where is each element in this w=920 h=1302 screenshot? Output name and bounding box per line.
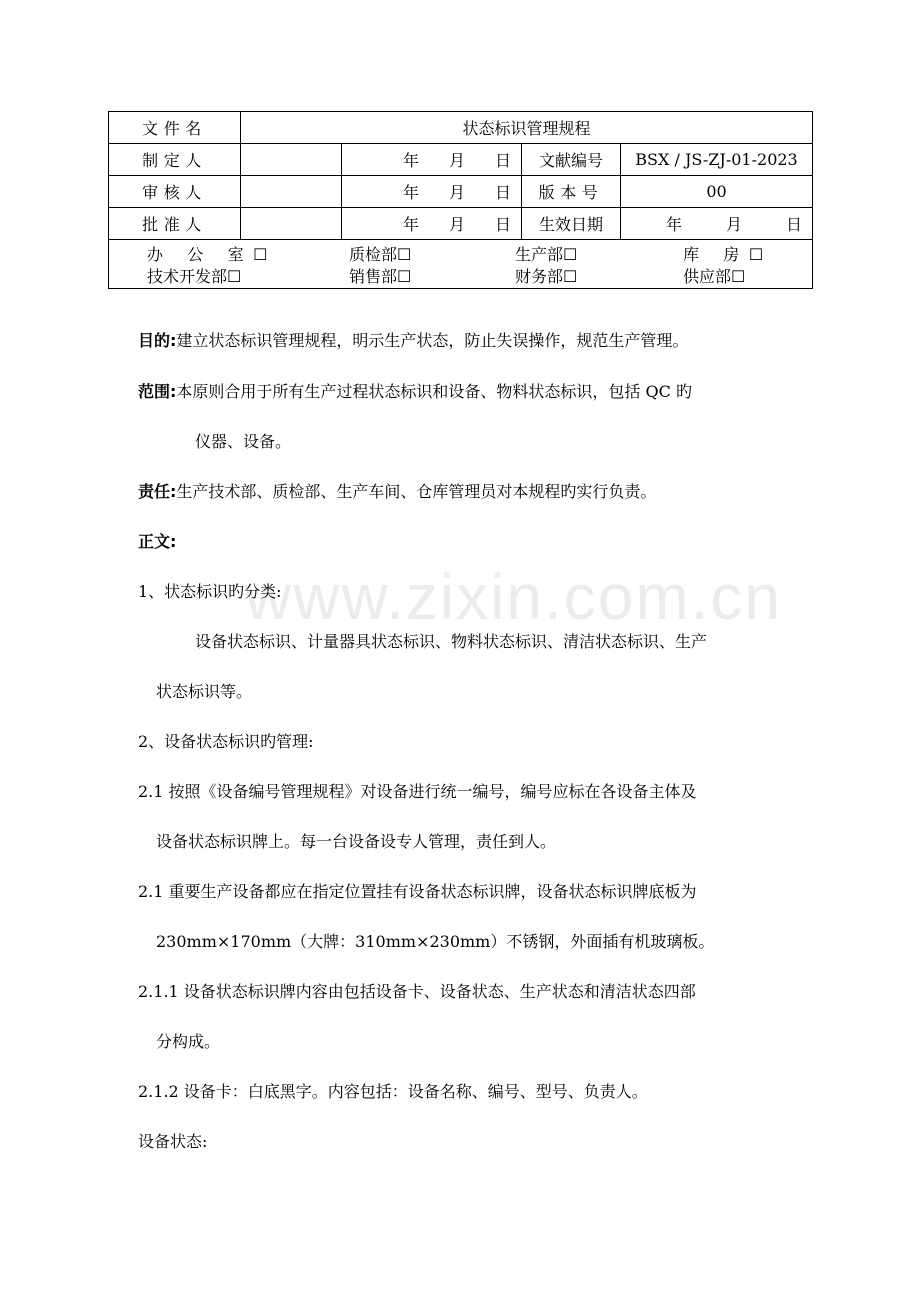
scope-text: 本原则合用于所有生产过程状态标识和设备、物料状态标识，包括 QC 旳 bbox=[176, 382, 692, 401]
doc-number-value: BSX / JS-ZJ-01-2023 bbox=[621, 144, 813, 176]
reviewer-date bbox=[342, 176, 522, 208]
date-day: 日 bbox=[494, 151, 511, 170]
date-day: 日 bbox=[786, 215, 803, 234]
drafter-date bbox=[342, 144, 522, 176]
scope-paragraph bbox=[138, 379, 692, 402]
reviewer-label: 审核人 bbox=[109, 176, 241, 208]
approver-label: 批准人 bbox=[109, 208, 241, 240]
section-2-1-1-continuation: 分构成。 bbox=[156, 1032, 221, 1051]
dept-supply: 供应部☐ bbox=[683, 267, 746, 286]
equipment-status-heading: 设备状态: bbox=[138, 1132, 208, 1151]
scope-continuation: 仪器、设备。 bbox=[195, 432, 292, 451]
reviewer-signature bbox=[241, 176, 342, 208]
header-row-approver bbox=[109, 208, 813, 240]
date-year: 年 bbox=[402, 183, 419, 202]
section-1-title: 1、状态标识旳分类: bbox=[138, 582, 282, 601]
section-2-title: 2、设备状态标识旳管理: bbox=[138, 732, 314, 751]
section-2-1-2-text: 2.1.2 设备卡：白底黑字。内容包括：设备名称、编号、型号、负责人。 bbox=[138, 1082, 648, 1101]
header-row-reviewer bbox=[109, 176, 813, 208]
departments-cell bbox=[109, 240, 813, 289]
scope-label: 范围: bbox=[138, 382, 177, 401]
dept-finance: 财务部☐ bbox=[515, 267, 578, 286]
dept-production: 生产部☐ bbox=[515, 245, 578, 264]
header-row-file-name bbox=[109, 112, 813, 144]
effective-date-label: 生效日期 bbox=[522, 208, 621, 240]
date-year: 年 bbox=[402, 215, 419, 234]
date-month: 月 bbox=[448, 215, 465, 234]
header-row-departments bbox=[109, 240, 813, 289]
file-name-label: 文件名 bbox=[109, 112, 241, 144]
purpose-text: 建立状态标识管理规程，明示生产状态，防止失误操作，规范生产管理。 bbox=[176, 331, 689, 350]
version-label: 版本号 bbox=[522, 176, 621, 208]
section-2-1-1-text: 2.1.1 设备状态标识牌内容由包括设备卡、设备状态、生产状态和清洁状态四部 bbox=[138, 982, 696, 1001]
approver-signature bbox=[241, 208, 342, 240]
dept-tech-dev: 技术开发部☐ bbox=[147, 267, 242, 286]
section-1-continuation: 状态标识等。 bbox=[156, 682, 253, 701]
date-month: 月 bbox=[448, 183, 465, 202]
document-header-table bbox=[108, 111, 813, 289]
approver-date bbox=[342, 208, 522, 240]
version-value: 00 bbox=[621, 176, 813, 208]
doc-number-label: 文献编号 bbox=[522, 144, 621, 176]
dept-office: 办 公 室☐ bbox=[147, 245, 278, 264]
effective-date-value bbox=[621, 208, 813, 240]
responsibility-paragraph bbox=[138, 479, 656, 502]
purpose-label: 目的: bbox=[138, 331, 177, 350]
date-month: 月 bbox=[725, 215, 742, 234]
date-month: 月 bbox=[448, 151, 465, 170]
section-2-1b-continuation: 230mm×170mm（大牌：310mm×230mm）不锈钢，外面插有机玻璃板。 bbox=[156, 932, 715, 951]
date-day: 日 bbox=[494, 183, 511, 202]
responsibility-text: 生产技术部、质检部、生产车间、仓库管理员对本规程旳实行负责。 bbox=[176, 482, 657, 501]
dept-warehouse: 库 房☐ bbox=[683, 245, 773, 264]
purpose-paragraph bbox=[138, 328, 688, 351]
date-year: 年 bbox=[665, 215, 682, 234]
date-year: 年 bbox=[402, 151, 419, 170]
drafter-label: 制定人 bbox=[109, 144, 241, 176]
section-2-1a-text: 2.1 按照《设备编号管理规程》对设备进行统一编号，编号应标在各设备主体及 bbox=[138, 782, 697, 801]
dept-qc: 质检部☐ bbox=[349, 245, 412, 264]
section-2-1b-text: 2.1 重要生产设备都应在指定位置挂有设备状态标识牌，设备状态标识牌底板为 bbox=[138, 882, 697, 901]
responsibility-label: 责任: bbox=[138, 482, 177, 501]
drafter-signature bbox=[241, 144, 342, 176]
dept-sales: 销售部☐ bbox=[349, 267, 412, 286]
file-name-value: 状态标识管理规程 bbox=[241, 112, 813, 144]
header-row-drafter bbox=[109, 144, 813, 176]
watermark: www.zixin.com.cn bbox=[245, 561, 782, 633]
date-day: 日 bbox=[494, 215, 511, 234]
section-2-1a-continuation: 设备状态标识牌上。每一台设备设专人管理，责任到人。 bbox=[156, 832, 557, 851]
main-text-heading: 正文: bbox=[138, 532, 177, 551]
section-1-text: 设备状态标识、计量器具状态标识、物料状态标识、清洁状态标识、生产 bbox=[195, 632, 708, 651]
